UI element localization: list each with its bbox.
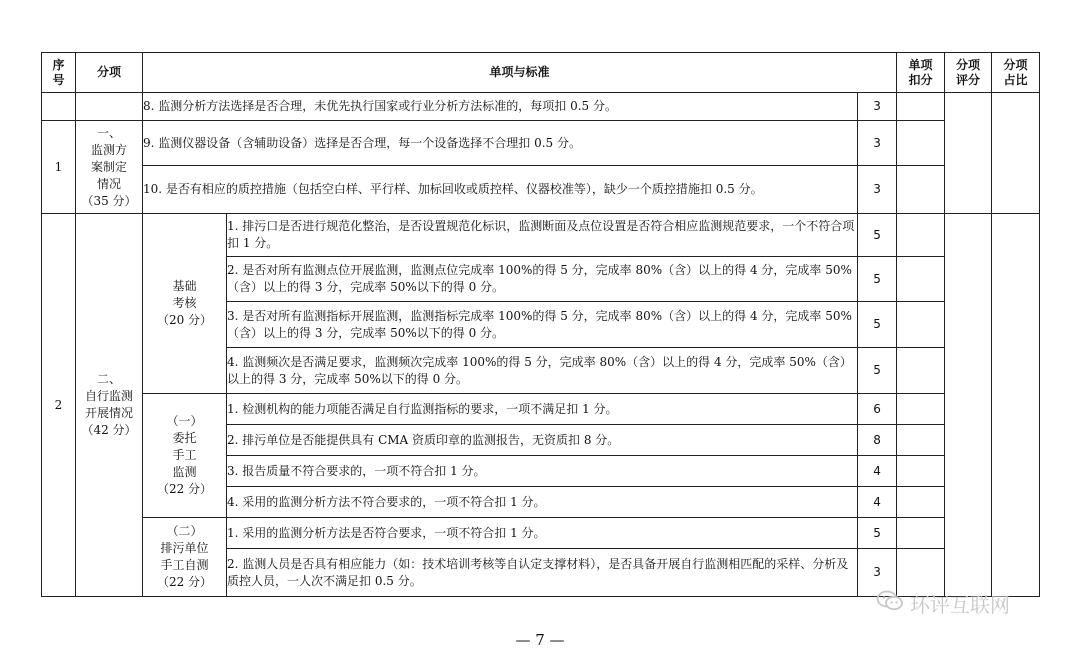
header-row (42, 53, 1040, 93)
item-points: 4 (858, 487, 897, 518)
deduct-cell (897, 425, 945, 456)
item-points: 3 (858, 121, 897, 166)
item-text: 4. 监测频次是否满足要求，监测频次完成率 100%的得 5 分，完成率 80%（含）以上的得 4 分，完成率 50%（含）以上的得 3 分，完成率 50%以下的得 0 分。 (227, 348, 858, 394)
item-points: 5 (858, 348, 897, 394)
score-cell (945, 93, 992, 214)
score-cell (945, 214, 992, 597)
deduct-cell (897, 518, 945, 549)
header-deduct: 单项扣分 (897, 53, 945, 93)
item-text: 10. 是否有相应的质控措施（包括空白样、平行样、加标回收或质控样、仪器校准等），缺少一个质控措施扣 0.5 分。 (143, 166, 858, 214)
table-row (42, 394, 1040, 425)
item-points: 8 (858, 425, 897, 456)
group-label: （一） 委托 手工 监测 （22 分） (143, 394, 227, 518)
item-text: 3. 报告质量不符合要求的，一项不符合扣 1 分。 (227, 456, 858, 487)
seq-cell: 1 (42, 121, 76, 214)
watermark-text: 环评互联网 (910, 592, 1010, 617)
wechat-icon (876, 589, 904, 618)
item-text: 1. 采用的监测分析方法是否符合要求，一项不符合扣 1 分。 (227, 518, 858, 549)
item-text: 1. 排污口是否进行规范化整治，是否设置规范化标识，监测断面及点位设置是否符合相应监测规范要求，一个不符合项扣 1 分。 (227, 214, 858, 257)
item-points: 3 (858, 166, 897, 214)
table-row (42, 214, 1040, 257)
item-points: 6 (858, 394, 897, 425)
table-row (42, 518, 1040, 549)
deduct-cell (897, 214, 945, 257)
deduct-cell (897, 257, 945, 302)
item-text: 3. 是否对所有监测指标开展监测，监测指标完成率 100%的得 5 分，完成率 80%（含）以上的得 4 分，完成率 50%（含）以上的得 3 分，完成率 50%以下的得 0 分。 (227, 302, 858, 348)
item-text: 2. 排污单位是否能提供具有 CMA 资质印章的监测报告，无资质扣 8 分。 (227, 425, 858, 456)
deduct-cell (897, 348, 945, 394)
seq-cell: 2 (42, 214, 76, 597)
watermark (876, 590, 1010, 616)
item-text: 2. 监测人员是否具有相应能力（如：技术培训考核等自认定支撑材料），是否具备开展自行监测相匹配的采样、分析及质控人员，一人次不满足扣 0.5 分。 (227, 549, 858, 597)
scoring-table (41, 52, 1040, 597)
item-points: 5 (858, 302, 897, 348)
item-text: 4. 采用的监测分析方法不符合要求的，一项不符合扣 1 分。 (227, 487, 858, 518)
deduct-cell (897, 487, 945, 518)
item-points: 3 (858, 549, 897, 597)
page-number: — 7 — (515, 631, 565, 649)
group-label: 基础 考核 （20 分） (143, 214, 227, 394)
item-text: 8. 监测分析方法选择是否合理，未优先执行国家或行业分析方法标准的，每项扣 0.5 分。 (143, 93, 858, 121)
deduct-cell (897, 166, 945, 214)
deduct-cell (897, 394, 945, 425)
item-points: 3 (858, 93, 897, 121)
header-seq: 序号 (42, 53, 76, 93)
ratio-cell (992, 214, 1040, 597)
item-text: 1. 检测机构的能力项能否满足自行监测指标的要求，一项不满足扣 1 分。 (227, 394, 858, 425)
item-text: 2. 是否对所有监测点位开展监测，监测点位完成率 100%的得 5 分，完成率 80%（含）以上的得 4 分，完成率 50%（含）以上的得 3 分，完成率 50%以下的得 0 分。 (227, 257, 858, 302)
category-cell: 二、 自行监测 开展情况 （42 分） (76, 214, 143, 597)
deduct-cell (897, 456, 945, 487)
deduct-cell (897, 93, 945, 121)
header-score: 分项评分 (945, 53, 992, 93)
seq-cell (42, 93, 76, 121)
item-points: 5 (858, 214, 897, 257)
header-item: 单项与标准 (143, 53, 897, 93)
table-row (42, 93, 1040, 121)
item-points: 5 (858, 257, 897, 302)
deduct-cell (897, 302, 945, 348)
group-label: （二） 排污单位 手工自测 （22 分） (143, 518, 227, 597)
category-cell: 一、 监测方 案制定 情况 （35 分） (76, 121, 143, 214)
table-row (42, 121, 1040, 166)
item-points: 4 (858, 456, 897, 487)
header-category: 分项 (76, 53, 143, 93)
category-cell (76, 93, 143, 121)
item-text: 9. 监测仪器设备（含辅助设备）选择是否合理，每一个设备选择不合理扣 0.5 分。 (143, 121, 858, 166)
header-ratio: 分项占比 (992, 53, 1040, 93)
table-row (42, 166, 1040, 214)
item-points: 5 (858, 518, 897, 549)
deduct-cell (897, 121, 945, 166)
ratio-cell (992, 93, 1040, 214)
